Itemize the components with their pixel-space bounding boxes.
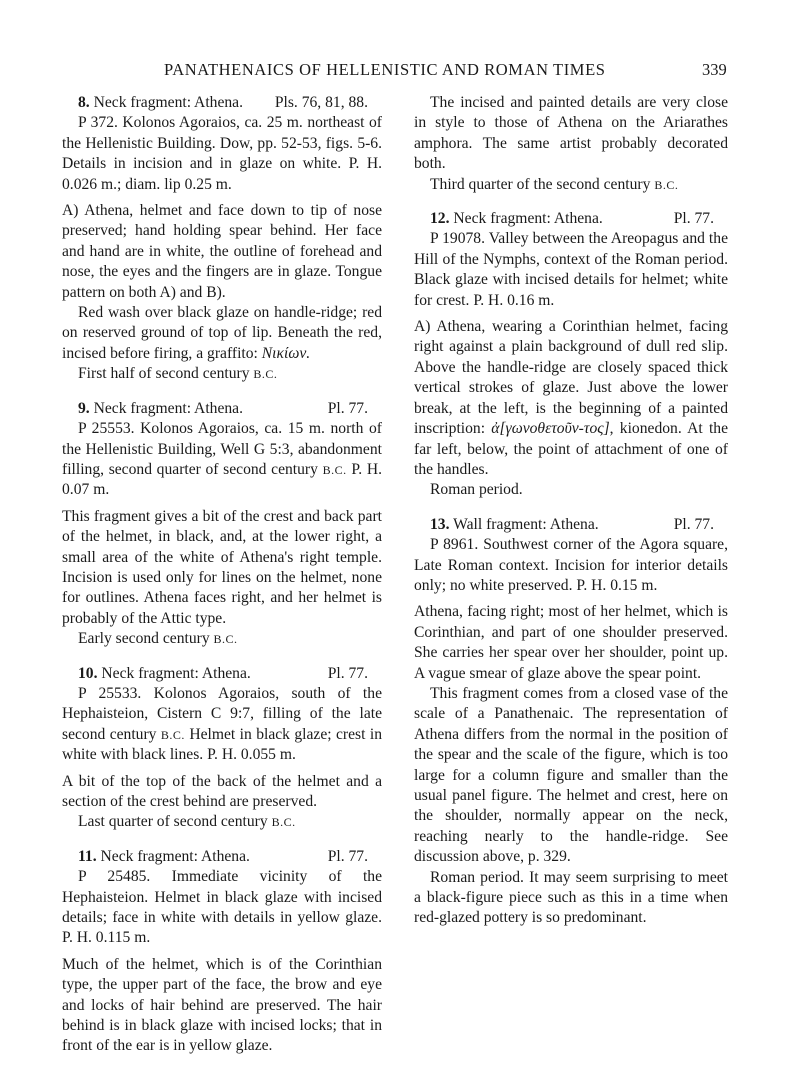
date-line: Third quarter of the second century B.C.	[430, 175, 679, 193]
catalog-entry-10	[62, 664, 382, 833]
left-column	[62, 93, 382, 1071]
description: The incised and painted details are very close in style to those of Athena on the Ariarathes amphora. The same artist probably decorated both.	[414, 94, 728, 173]
entry-title: Neck fragment: Athena.	[93, 94, 243, 111]
date-line: Roman period.	[430, 481, 523, 499]
catalog-entry-13	[414, 515, 728, 929]
date-line: Early second century B.C.	[78, 630, 238, 648]
description: Athena, facing right; most of her helmet, which is Corinthian, and part of one shoulder preserved. She carries her spear over her shoulder, point up. A vague smear of glaze above the spear point.	[414, 603, 728, 682]
inscription: ἀ[γωνοθετοῦν-τος]	[491, 420, 610, 438]
entry-heading	[62, 847, 382, 867]
catalog-entry-12	[414, 209, 728, 501]
catalog-details: P 25533. Kolonos Agoraios, south of the Hephaisteion, Cistern C 9:7, filling of the late second century B.C. Helmet in black glaze; crest in white with black lines. P. H. 0.055 m.	[62, 684, 382, 764]
description: Red wash over black glaze on handle-ridge; red on reserved ground of top of lip. Beneath the red, incised before firing, a graffito: Νικίων.	[62, 304, 382, 362]
catalog-entry-8	[62, 93, 382, 385]
entry-title: Neck fragment: Athena.	[100, 847, 250, 865]
entry-heading	[62, 93, 382, 113]
entry-title: Wall fragment: Athena.	[453, 515, 599, 533]
entry-title: Neck fragment: Athena.	[93, 399, 243, 417]
entry-heading	[414, 515, 728, 535]
plate-reference: Pl. 77.	[673, 210, 714, 228]
description: Roman period. It may seem surprising to meet a black-figure piece such as this in a time when red-glazed pottery is so predominant.	[414, 868, 728, 927]
page-number: 339	[702, 60, 727, 79]
plate-reference: Pl. 77.	[327, 399, 368, 417]
entry-heading	[62, 664, 382, 684]
entry-heading	[62, 399, 382, 419]
description: This fragment comes from a closed vase of the scale of a Panathenaic. The representation of Athena differs from the normal in the position of the spear and the scale of the figure, which is too large for a column figure and smaller than the usual panel figure. The helmet and crest, here on the shoulder, normally appear on the neck, reaching nearly to the handle-ridge. See discussion above, p. 329.	[414, 684, 728, 866]
running-head: PANATHENAICS OF HELLENISTIC AND ROMAN TIMES	[164, 60, 606, 79]
description: A) Athena, helmet and face down to tip of nose preserved; hand holding spear behind. Her face and hand are in white, the outline of forehead and nose, the eyes and the fingers are in glaze. Tongue pattern on both A) and B).	[62, 202, 382, 301]
catalog-entry-9	[62, 399, 382, 650]
catalog-entry-11-continued	[414, 93, 728, 195]
entry-title: Neck fragment: Athena.	[453, 210, 603, 228]
catalog-details: P 372. Kolonos Agoraios, ca. 25 m. northeast of the Hellenistic Building. Dow, pp. 52-53, figs. 5-6. Details in incision and in glaze on white. P. H. 0.026 m.; diam. lip 0.25 m.	[62, 114, 382, 193]
date-line: First half of second century B.C.	[78, 365, 278, 383]
entry-number: 9.	[78, 399, 90, 417]
catalog-entry-11	[62, 847, 382, 1057]
entry-number: 12.	[430, 210, 450, 228]
catalog-details: P 25485. Immediate vicinity of the Hephaisteion. Helmet in black glaze with incised details; face in white with details in yellow glaze. P. H. 0.115 m.	[62, 868, 382, 947]
description: This fragment gives a bit of the crest and back part of the helmet, in black, and, at the lower right, a small area of the white of Athena's right temple. Incision is used only for lines on the helmet, none for outlines. Athena faces right, and her helmet is probably of the Attic type.	[62, 507, 382, 627]
date-line: Last quarter of second century B.C.	[78, 813, 296, 831]
plate-reference: Pl. 77.	[327, 664, 368, 682]
entry-number: 11.	[78, 847, 97, 865]
description: A) Athena, wearing a Corinthian helmet, facing right against a plain background of dull red slip. Above the handle-ridge are closely spaced thick vertical strokes of glaze. Just above the lower break, at the left, is the beginning of a painted inscription: ἀ[γωνοθετοῦν-τος], kionedon. At the far left, below, the point of attachment of one of the handles.	[414, 318, 728, 478]
entry-number: 8.	[78, 94, 90, 111]
catalog-details: P 25553. Kolonos Agoraios, ca. 15 m. north of the Hellenistic Building, Well G 5:3, abandonment filling, second quarter of second century B.C. P. H. 0.07 m.	[62, 420, 382, 499]
description: A bit of the top of the back of the helmet and a section of the crest behind are preserved.	[62, 772, 382, 810]
entry-number: 13.	[430, 515, 450, 533]
plate-reference: Pl. 77.	[673, 515, 714, 533]
right-column	[414, 93, 728, 943]
graffito: Νικίων.	[261, 344, 311, 362]
entry-heading	[414, 209, 728, 229]
entry-title: Neck fragment: Athena.	[101, 664, 251, 682]
entry-number: 10.	[78, 664, 98, 682]
running-header	[0, 60, 794, 82]
description-continued: Much of the helmet, which is of the Corinthian type, the upper part of the face, the brow and eye and locks of hair behind are preserved. The hair behind is in black glaze with incised locks; that in front of the ear is in yellow glaze.	[62, 955, 382, 1055]
catalog-details: P 19078. Valley between the Areopagus and the Hill of the Nymphs, context of the Roman period. Black glaze with incised details for helmet; white for crest. P. H. 0.16 m.	[414, 230, 728, 309]
plate-reference: Pls. 76, 81, 88.	[274, 94, 368, 111]
catalog-details: P 8961. Southwest corner of the Agora square, Late Roman context. Incision for interior details only; no white preserved. P. H. 0.15 m.	[414, 536, 728, 594]
plate-reference: Pl. 77.	[327, 847, 368, 865]
